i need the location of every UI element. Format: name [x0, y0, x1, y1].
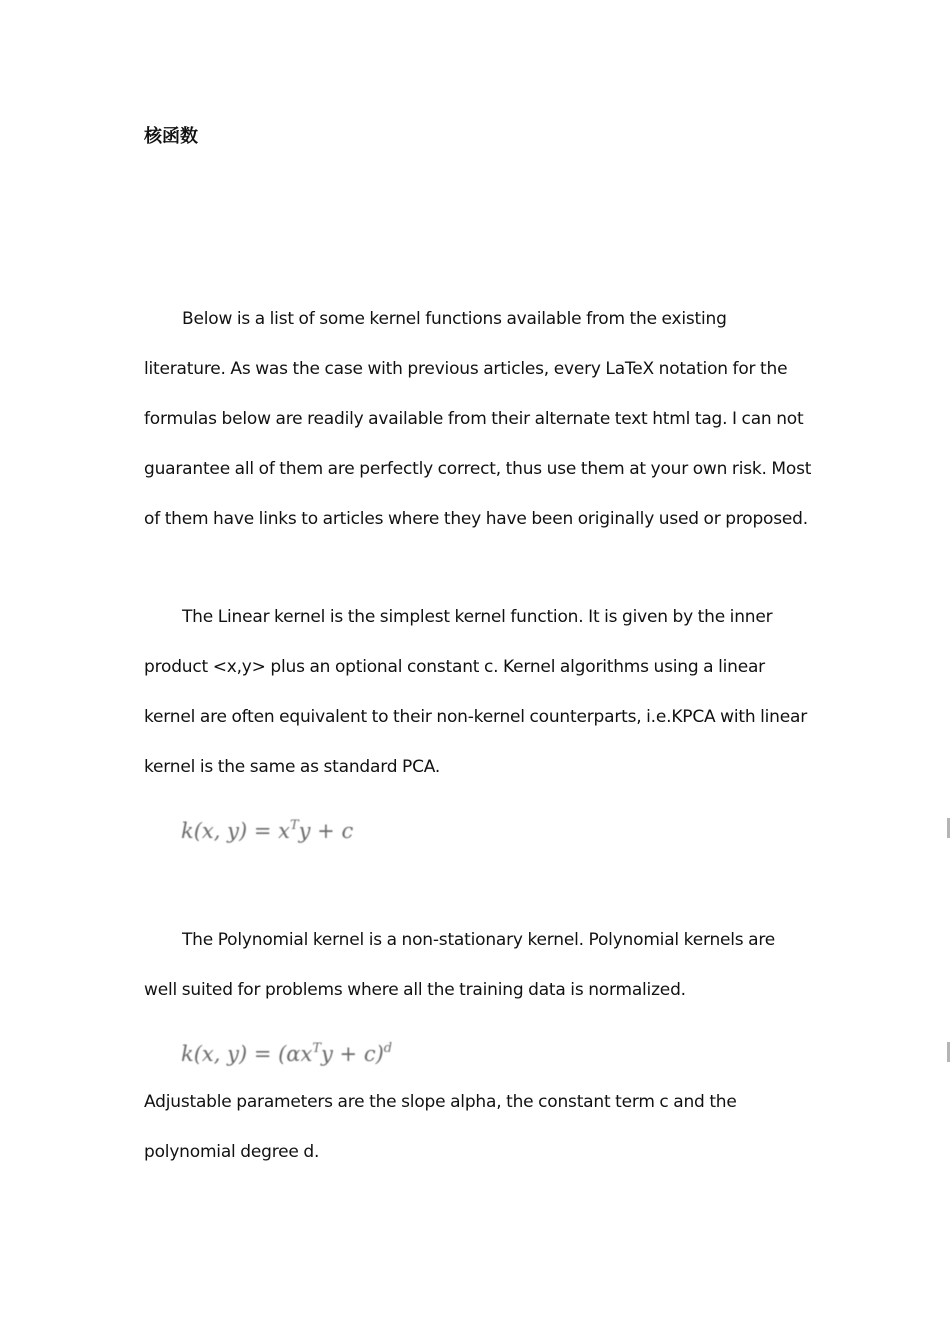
intro-paragraph: Below is a list of some kernel functions available from the existing literature. As was the case with previous articles, every LaTeX notation for the formulas below are readily available from their alternate text html tag. I can not guarantee all of them are perfectly correct, thus use them at your own risk. Most of them have links to articles where they have been originally used or proposed. — [144, 309, 812, 529]
formula-part: k(x, y) = x — [181, 819, 290, 843]
polynomial-kernel-paragraph: The Polynomial kernel is a non-stationary kernel. Polynomial kernels are well suited for problems where all the training data is normalized. — [144, 930, 776, 1000]
formula-superscript: d — [383, 1041, 393, 1056]
formula-superscript: T — [312, 1041, 322, 1056]
linear-kernel-formula — [181, 817, 353, 845]
linear-kernel-paragraph: The Linear kernel is the simplest kernel function. It is given by the inner product <x,y> plus an optional constant c. Kernel algorithms using a linear kernel are often equivalent to their non-kernel counterparts, i.e.KPCA with linear kernel is the same as standard PCA. — [144, 607, 807, 777]
polynomial-kernel-formula — [181, 1040, 392, 1068]
formula-part: y + c) — [321, 1042, 384, 1066]
formula-part: y + c — [298, 819, 354, 843]
page-title: 核函数 — [144, 126, 198, 147]
formula-superscript: T — [289, 818, 299, 833]
formula-part: k(x, y) = (αx — [181, 1042, 313, 1066]
polynomial-parameters-paragraph: Adjustable parameters are the slope alpha, the constant term c and the polynomial degree d. — [144, 1092, 737, 1162]
